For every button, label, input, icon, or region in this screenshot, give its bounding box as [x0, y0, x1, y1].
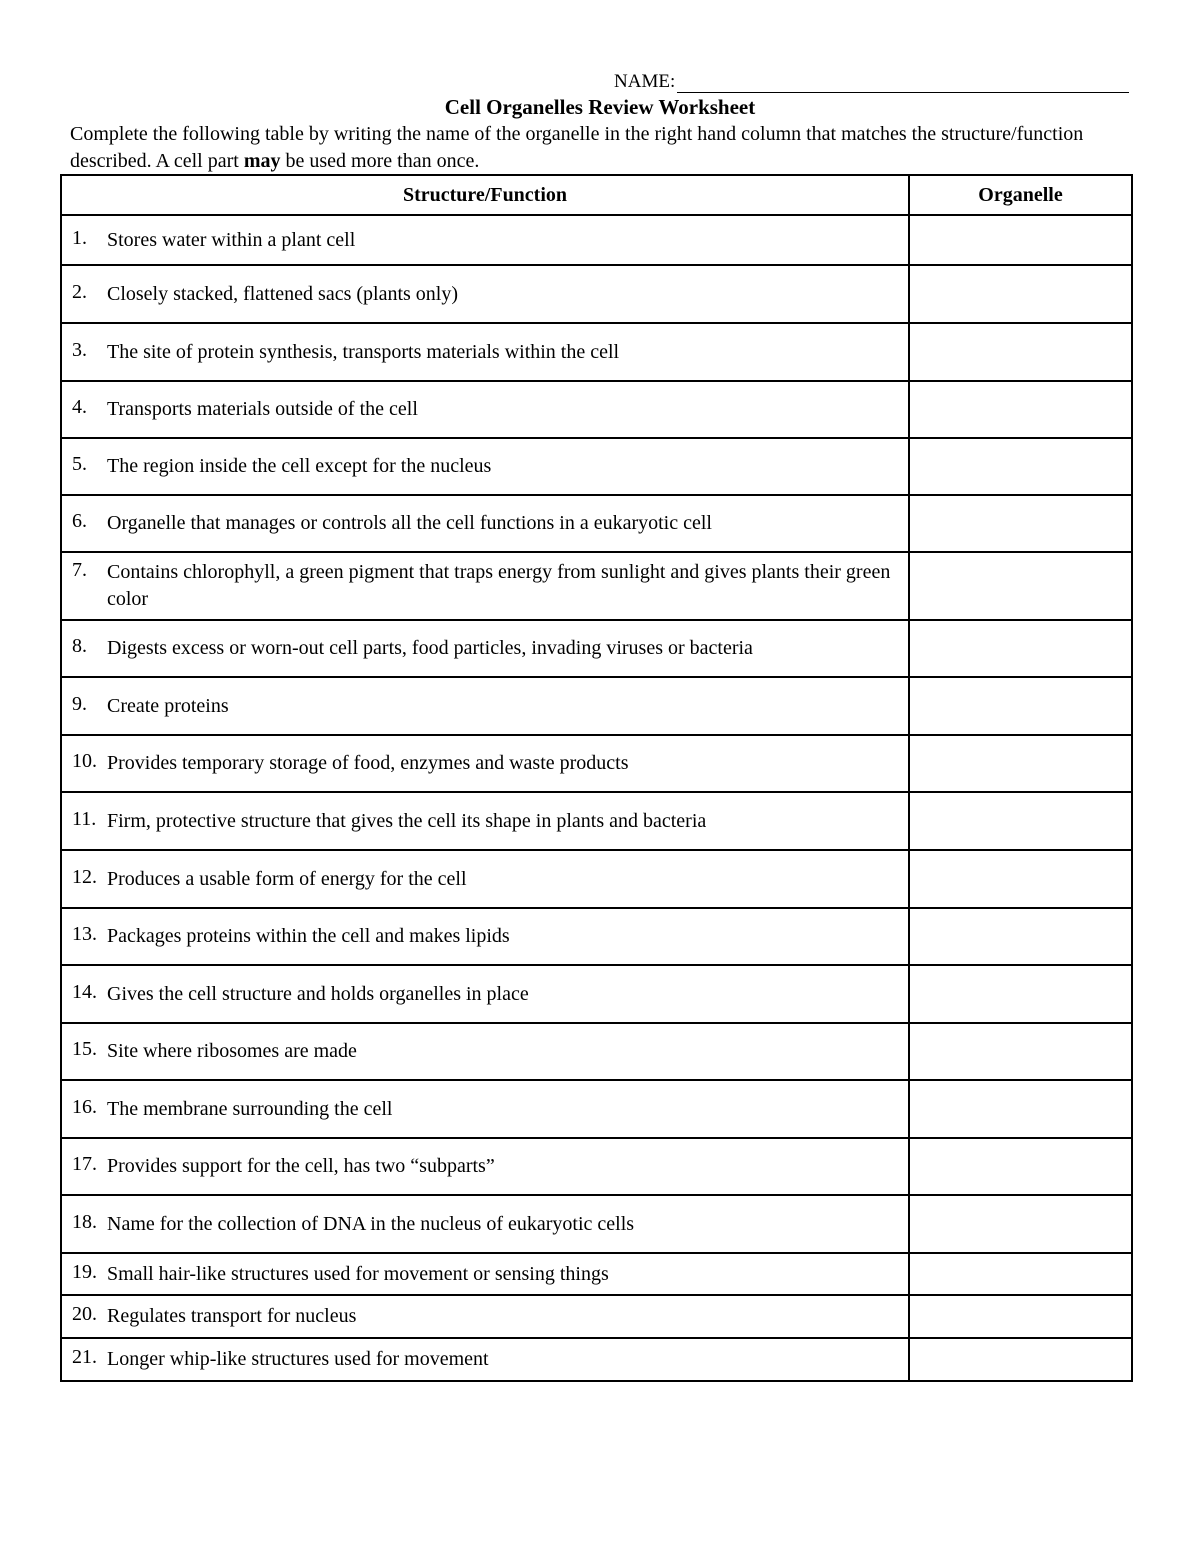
- worksheet-title: Cell Organelles Review Worksheet: [444, 95, 756, 119]
- row-content: [72, 1211, 898, 1238]
- structure-function-cell: [61, 965, 909, 1023]
- row-number: 4.: [72, 396, 87, 418]
- row-number: 3.: [72, 338, 87, 361]
- organelle-answer-cell[interactable]: [909, 438, 1132, 495]
- organelle-answer-cell[interactable]: [909, 215, 1132, 265]
- row-number: 16.: [72, 1095, 97, 1118]
- row-content: [72, 1153, 898, 1180]
- table-row: [61, 1138, 1132, 1195]
- structure-function-cell: [61, 1295, 909, 1338]
- row-number: 5.: [72, 453, 87, 475]
- organelle-table: [60, 174, 1133, 1382]
- row-description: Digests excess or worn-out cell parts, food particles, invading viruses or bacteria: [107, 637, 753, 659]
- table-row: [61, 552, 1132, 620]
- row-description: Organelle that manages or controls all the cell functions in a eukaryotic cell: [107, 512, 712, 534]
- organelle-answer-cell[interactable]: [909, 850, 1132, 908]
- table-row: [61, 620, 1132, 677]
- row-number: 20.: [72, 1303, 97, 1325]
- organelle-answer-cell[interactable]: [909, 1080, 1132, 1138]
- structure-function-cell: [61, 908, 909, 965]
- row-content: [72, 1038, 898, 1065]
- row-description: The site of protein synthesis, transports materials within the cell: [107, 340, 620, 363]
- organelle-answer-cell[interactable]: [909, 1138, 1132, 1195]
- row-number: 2.: [72, 280, 87, 303]
- structure-function-cell: [61, 1253, 909, 1295]
- organelle-answer-cell[interactable]: [909, 792, 1132, 850]
- row-content: [72, 981, 898, 1008]
- row-number: 11.: [72, 807, 97, 830]
- row-content: [72, 635, 898, 662]
- row-description: Longer whip-like structures used for movement: [107, 1348, 489, 1370]
- row-number: 12.: [72, 865, 97, 888]
- table-row: [61, 792, 1132, 850]
- instructions: [70, 121, 1130, 175]
- row-content: [72, 559, 898, 613]
- row-number: 18.: [72, 1210, 97, 1233]
- structure-function-cell: [61, 1023, 909, 1080]
- organelle-answer-cell[interactable]: [909, 323, 1132, 381]
- row-number: 6.: [72, 510, 87, 532]
- organelle-answer-cell[interactable]: [909, 1195, 1132, 1253]
- row-content: [72, 281, 898, 308]
- table-row: [61, 1338, 1132, 1381]
- row-content: [72, 808, 898, 835]
- row-description: Regulates transport for nucleus: [107, 1305, 357, 1327]
- row-number: 7.: [72, 559, 87, 581]
- organelle-answer-cell[interactable]: [909, 1338, 1132, 1381]
- row-number: 1.: [72, 226, 87, 249]
- instructions-text-before: Complete the following table by writing the name of the organelle in the right hand column that matches the structure/function described. A cell part: [70, 123, 1084, 172]
- row-description: Produces a usable form of energy for the cell: [107, 867, 467, 890]
- row-description: Provides support for the cell, has two “subparts”: [107, 1155, 495, 1177]
- structure-function-cell: [61, 265, 909, 323]
- structure-function-cell: [61, 677, 909, 735]
- organelle-answer-cell[interactable]: [909, 552, 1132, 620]
- organelle-answer-cell[interactable]: [909, 965, 1132, 1023]
- structure-function-cell: [61, 850, 909, 908]
- table-row: [61, 1195, 1132, 1253]
- row-content: [72, 1303, 898, 1330]
- row-content: [72, 396, 898, 423]
- column-header-structure-function: Structure/Function: [61, 175, 909, 215]
- row-description: Gives the cell structure and holds organelles in place: [107, 982, 529, 1005]
- row-number: 21.: [72, 1346, 97, 1368]
- table-row: [61, 1023, 1132, 1080]
- organelle-answer-cell[interactable]: [909, 1023, 1132, 1080]
- row-description: Contains chlorophyll, a green pigment that traps energy from sunlight and gives plants their green color: [107, 561, 891, 610]
- structure-function-cell: [61, 381, 909, 438]
- row-number: 9.: [72, 692, 87, 715]
- organelle-answer-cell[interactable]: [909, 495, 1132, 552]
- row-content: [72, 1346, 898, 1373]
- name-blank-line[interactable]: [677, 74, 1129, 93]
- row-description: Create proteins: [107, 694, 229, 717]
- structure-function-cell: [61, 215, 909, 265]
- row-description: Stores water within a plant cell: [107, 228, 356, 251]
- row-content: [72, 227, 898, 254]
- row-content: [72, 339, 898, 366]
- row-number: 17.: [72, 1153, 97, 1175]
- row-content: [72, 750, 898, 777]
- row-number: 8.: [72, 635, 87, 657]
- row-content: [72, 923, 898, 950]
- column-header-organelle: Organelle: [909, 175, 1132, 215]
- structure-function-cell: [61, 735, 909, 792]
- structure-function-cell: [61, 495, 909, 552]
- row-content: [72, 693, 898, 720]
- table-row: [61, 1295, 1132, 1338]
- row-content: [72, 866, 898, 893]
- row-content: [72, 510, 898, 537]
- row-description: Name for the collection of DNA in the nucleus of eukaryotic cells: [107, 1212, 635, 1235]
- organelle-answer-cell[interactable]: [909, 620, 1132, 677]
- structure-function-cell: [61, 1338, 909, 1381]
- table-row: [61, 1080, 1132, 1138]
- name-field[interactable]: [614, 71, 1129, 93]
- row-content: [72, 1096, 898, 1123]
- table-row: [61, 965, 1132, 1023]
- row-description: The region inside the cell except for the nucleus: [107, 455, 492, 477]
- row-number: 19.: [72, 1260, 97, 1283]
- table-row: [61, 1253, 1132, 1295]
- row-description: Site where ribosomes are made: [107, 1040, 357, 1062]
- structure-function-cell: [61, 552, 909, 620]
- row-number: 10.: [72, 750, 97, 772]
- table-row: [61, 850, 1132, 908]
- row-description: Packages proteins within the cell and makes lipids: [107, 925, 510, 947]
- organelle-answer-cell[interactable]: [909, 381, 1132, 438]
- structure-function-cell: [61, 620, 909, 677]
- instructions-text-after: be used more than once.: [280, 150, 480, 172]
- organelle-answer-cell[interactable]: [909, 677, 1132, 735]
- table-header-row: [61, 175, 1132, 215]
- structure-function-cell: [61, 323, 909, 381]
- table-row: [61, 215, 1132, 265]
- organelle-answer-cell[interactable]: [909, 735, 1132, 792]
- row-number: 14.: [72, 980, 97, 1003]
- instructions-emphasis: may: [243, 150, 281, 172]
- row-number: 13.: [72, 923, 97, 945]
- table-body: [61, 215, 1132, 1381]
- row-description: Closely stacked, flattened sacs (plants only): [107, 282, 459, 305]
- table-row: [61, 323, 1132, 381]
- organelle-answer-cell[interactable]: [909, 1295, 1132, 1338]
- table-row: [61, 735, 1132, 792]
- name-label: NAME:: [614, 71, 676, 92]
- row-content: [72, 1261, 898, 1288]
- structure-function-cell: [61, 1138, 909, 1195]
- row-description: The membrane surrounding the cell: [107, 1097, 393, 1120]
- row-description: Firm, protective structure that gives the cell its shape in plants and bacteria: [107, 809, 707, 832]
- table-row: [61, 677, 1132, 735]
- row-description: Transports materials outside of the cell: [107, 398, 418, 420]
- structure-function-cell: [61, 792, 909, 850]
- table-row: [61, 495, 1132, 552]
- table-row: [61, 438, 1132, 495]
- structure-function-cell: [61, 438, 909, 495]
- structure-function-cell: [61, 1195, 909, 1253]
- table-row: [61, 381, 1132, 438]
- table-row: [61, 908, 1132, 965]
- row-description: Provides temporary storage of food, enzymes and waste products: [107, 752, 629, 774]
- organelle-answer-cell[interactable]: [909, 1253, 1132, 1295]
- table-row: [61, 265, 1132, 323]
- row-number: 15.: [72, 1038, 97, 1060]
- organelle-answer-cell[interactable]: [909, 265, 1132, 323]
- organelle-answer-cell[interactable]: [909, 908, 1132, 965]
- row-description: Small hair-like structures used for movement or sensing things: [107, 1262, 609, 1285]
- row-content: [72, 453, 898, 480]
- structure-function-cell: [61, 1080, 909, 1138]
